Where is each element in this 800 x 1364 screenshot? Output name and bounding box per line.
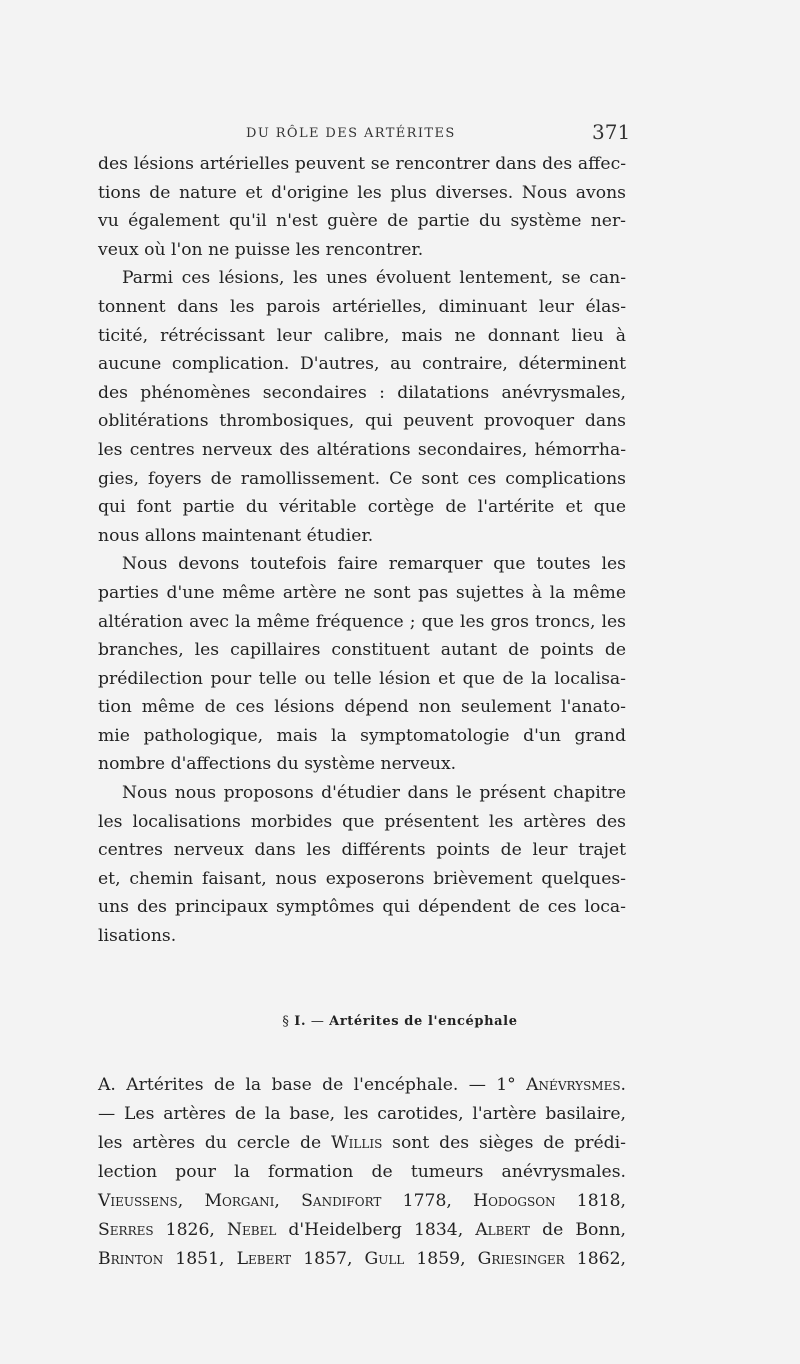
text-line: — Les artères de la base, les carotides, l'artère basilaire, xyxy=(98,1104,626,1124)
text-fragment: 1859, xyxy=(404,1249,478,1269)
text-line: Nous devons toutefois faire remarquer que toutes les xyxy=(122,554,626,575)
section-heading xyxy=(0,1014,800,1029)
text-line: nombre d'affections du système nerveux. xyxy=(98,754,457,775)
section-title: Artérites de l'encéphale xyxy=(329,1014,518,1029)
text-line: uns des principaux symptômes qui dépendent de ces loca- xyxy=(98,897,626,918)
text-line: des phénomènes secondaires : dilatations anévrysmales, xyxy=(98,382,626,403)
page-number: 371 xyxy=(592,120,631,144)
text-line: tion même de ces lésions dépend non seulement l'anato- xyxy=(98,697,626,718)
text-line: aucune complication. D'autres, au contraire, déterminent xyxy=(98,354,626,375)
text-fragment: , xyxy=(274,1191,302,1211)
author-name: Lebert xyxy=(236,1249,292,1269)
text-line: les centres nerveux des altérations secondaires, hémorrha- xyxy=(98,439,626,460)
text-line: oblitérations thrombosiques, qui peuvent provoquer dans xyxy=(98,411,626,432)
text-line xyxy=(98,1129,626,1158)
text-line: Parmi ces lésions, les unes évoluent lentement, se can- xyxy=(122,268,626,289)
text-line: tonnent dans les parois artérielles, diminuant leur élas- xyxy=(98,296,626,317)
author-name: Gull xyxy=(364,1249,405,1269)
author-name: Nebel xyxy=(226,1220,277,1240)
author-name: Griesinger xyxy=(477,1249,565,1269)
text-line: nous allons maintenant étudier. xyxy=(98,525,374,546)
text-fragment: sont des sièges de prédi- xyxy=(392,1133,626,1153)
text-line: vu également qu'il n'est guère de partie du système ner- xyxy=(98,211,626,232)
author-name: Albert xyxy=(475,1220,531,1240)
text-line xyxy=(98,1245,626,1274)
text-line: lisations. xyxy=(98,926,177,947)
body-text xyxy=(98,150,626,951)
author-name: Serres xyxy=(98,1220,154,1240)
page-header xyxy=(0,120,800,150)
text-fragment: 1826, xyxy=(153,1220,227,1240)
text-line: lection pour la formation de tumeurs anévrysmales. xyxy=(98,1162,626,1182)
text-line: branches, les capillaires constituent autant de points de xyxy=(98,640,626,661)
text-fragment: 1818, xyxy=(555,1191,626,1211)
subsection-title: Artérites de la base de l'encéphale. xyxy=(126,1075,459,1095)
text-fragment: 1778, xyxy=(381,1191,474,1211)
subsection-text xyxy=(98,1071,626,1274)
author-name: Brinton xyxy=(98,1249,164,1269)
section-symbol: § xyxy=(282,1014,290,1029)
section-dash: — xyxy=(310,1014,325,1029)
text-line: parties d'une même artère ne sont pas sujettes à la même xyxy=(98,582,626,603)
text-line xyxy=(98,1187,626,1216)
text-line: altération avec la même fréquence ; que les gros troncs, les xyxy=(98,611,626,632)
text-line: et, chemin faisant, nous exposerons brièvement quelques- xyxy=(98,868,626,889)
text-line: qui font partie du véritable cortège de l'artérite et que xyxy=(98,497,626,518)
text-line: tions de nature et d'origine les plus diverses. Nous avons xyxy=(98,182,626,203)
author-name: Hodogson xyxy=(473,1191,556,1211)
dash: — xyxy=(468,1075,486,1095)
author-name: Vieussens, xyxy=(98,1191,184,1211)
text-line: ticité, rétrécissant leur calibre, mais ne donnant lieu à xyxy=(98,325,626,346)
text-line: gies, foyers de ramollissement. Ce sont ces complications xyxy=(98,468,626,489)
text-line: centres nerveux dans les différents points de leur trajet xyxy=(98,840,626,861)
text-fragment: 1862, xyxy=(564,1249,626,1269)
text-line: prédilection pour telle ou telle lésion et que de la localisa- xyxy=(98,668,626,689)
running-head: DU RÔLE DES ARTÉRITES xyxy=(246,126,456,141)
text-line: mie pathologique, mais la symptomatologie d'un grand xyxy=(98,725,626,746)
author-name: Sandifort xyxy=(301,1191,382,1211)
text-fragment: 1851, xyxy=(163,1249,237,1269)
author-name: Morgani xyxy=(204,1191,275,1211)
text-line xyxy=(98,1216,626,1245)
subsection-heading-line xyxy=(98,1071,626,1100)
text-fragment: 1857, xyxy=(291,1249,365,1269)
text-fragment: de Bonn, xyxy=(530,1220,626,1240)
text-line: des lésions artérielles peuvent se rencontrer dans des affec- xyxy=(98,154,626,174)
section-number: I. xyxy=(294,1014,307,1029)
subsection-letter: A. xyxy=(98,1075,116,1095)
text-fragment: les artères du cercle de xyxy=(98,1133,322,1153)
text-line: Nous nous proposons d'étudier dans le présent chapitre xyxy=(122,783,626,804)
author-name: Willis xyxy=(330,1133,383,1153)
text-line: les localisations morbides que présentent les artères des xyxy=(98,811,626,832)
text-line: veux où l'on ne puisse les rencontrer. xyxy=(98,239,424,260)
item-title: Anévrysmes. xyxy=(526,1075,627,1095)
text-fragment: d'Heidelberg 1834, xyxy=(276,1220,476,1240)
item-number: 1° xyxy=(496,1075,516,1095)
